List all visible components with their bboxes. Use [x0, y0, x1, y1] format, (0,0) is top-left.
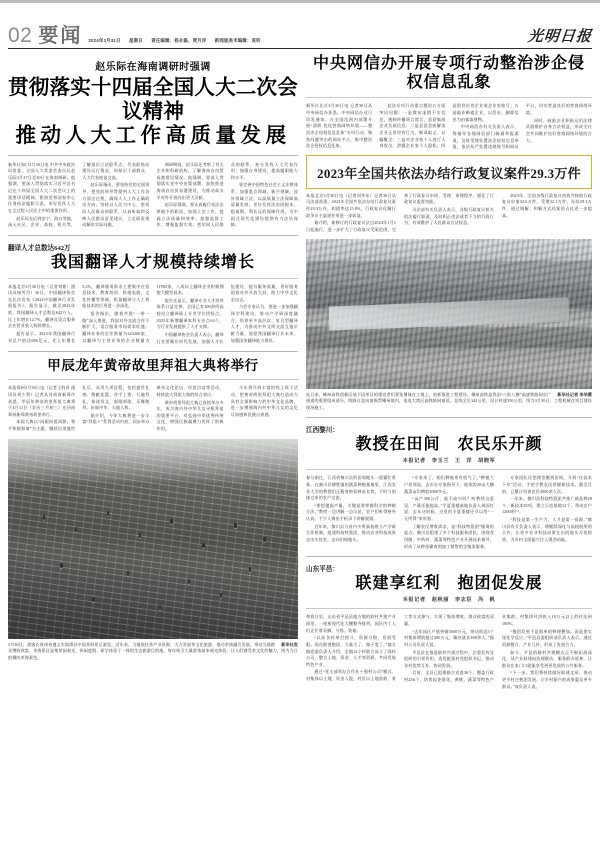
right-column [306, 54, 592, 690]
divider [8, 351, 298, 352]
masthead-meta [88, 38, 267, 47]
page-number: 02 [8, 24, 33, 47]
paragraph: 中央网信办有关负责人表示，将指导各地网信部门畅通举报渠道，及时受理处置涉企侵权信息举报，依法从严处置违规账号和网站平台，切实营造良好的营商网络环境。 [452, 103, 592, 150]
lead-headline-1: 贯彻落实十四届全国人大二次会议精神 [8, 77, 298, 124]
masthead-left [8, 19, 528, 48]
jiangxi-locality: 江西黎川： [306, 427, 339, 435]
tea-photo-caption-text: 3月30日，游客在贵州省遵义市湄潭县中国茶海景区游览。近年来，当地依托茶产业资源，大力发展茶文化旅游，推动茶旅融合发展，带动当地群众增收致富。茶海景区是集茶园观光、休闲度假、研学体验于一体的生态旅游目的地，每年吸引大量游客前来观光体验，让人们感受茶文化的魅力，图为当日拍摄的茶海景色。 [8, 641, 298, 660]
paragraph: 此次专项行动重点整治五方面突出问题：一是散布虚假不实信息，炮制传播谣言谎言，恶意集纳企业负面信息；二是恶意歪曲解读企业正常经营行为，断章取义、以偏概全；三是对企业家个人进行人身攻击，泄露企业家个人隐私；四是假冒仿冒企业或企业家账号；五是敲诈勒索企业，以发布、删除信息为由索取财物。 [379, 103, 519, 149]
divider [306, 556, 592, 557]
railway-construction-photo [306, 239, 592, 389]
paragraph: 今年将开展丰富的线上线下活动，把黄帝故里拜祖大典打造成为具有全球影响力的中华文化品牌，进一步增强海内外中华儿女的文化认同感和民族自豪感。 [230, 385, 298, 417]
paragraph: 中国翻译协会负责人表示，翻译行业要顺应时代发展，加强人才队伍建设，提升服务质量，更好服务国家对外开放大局，助力中华文化走出去。 [156, 283, 298, 344]
shandong-body [306, 614, 592, 690]
dam-photo-block [306, 239, 592, 412]
tea-terrace-photo [8, 439, 298, 639]
paragraph: 了解农民增收需求，是“科技特派团”服务的起点。黎川县组建了多个科技服务团队，围绕食用菌、中药材、蔬菜等特色产业开展技术指导，形成了从种苗繁育到加工销售的全链条服务。 [404, 523, 494, 549]
paragraph: 报告还显示，翻译专业人才培养体系日益完善，全国已有300余所高校设立翻译硕士专业学位授权点。2023年新增翻译本科专业点64个，为行业发展提供了人才支撑。 [156, 297, 224, 330]
paragraph: 平邑县在推进联村共建过程中，注重发挥党组织的引领作用，选优配强村党组织书记，推动各村优势互补、协同发展。 [404, 649, 494, 668]
dam-photo-caption [306, 392, 592, 412]
left-column [8, 54, 298, 690]
lead-kicker: 赵乐际在海南调研时强调 [95, 62, 211, 73]
huangdi-body [8, 385, 298, 432]
section-title: 要闻 [38, 25, 83, 47]
paragraph: “抱团发展不是简单的物理叠加，而是要实现化学反应。”平邑县委组织部负责人表示，通过资源整合、产业互补，形成了发展合力。 [502, 628, 592, 647]
paragraph: 目前，全县已组建联合党委38个，覆盖行政村256个，培育起金银花、黄桃、蔬菜等特色产业集群，村集体经济收入10万元以上的村达到100%。 [404, 614, 592, 683]
paragraph: “要想提高产量，关键是要掌握科学的种植方法。”教授一边讲解一边示范，农户们听得格外认真，不少人掏出手机录下讲解视频。 [306, 502, 396, 522]
lead-body [8, 162, 298, 230]
jiangxi-byline [306, 457, 592, 464]
paragraph: 本届大典以“同根同祖同源，和平和睦和谐”为主题，继续沿用盛世礼乐，采用九项仪程，包括盛世礼炮、敬献花篮、净手上香、行施拜礼、恭读拜文、高唱颂歌、乐舞敬拜、祈福中华、天地人和。 [8, 385, 150, 432]
page-body [8, 49, 592, 690]
paragraph: 2023年，全国各级行政复议机构共接收行政复议申请34.6万件，受理32.1万件，办结29.3万件，通过调解、和解方式结案的占比进一步提高。 [502, 192, 592, 218]
paragraph: 和春日里，山东省平邑县地方镇的联村共建产业园里，一座座现代化大棚整齐排列，园区内工人们正忙着采摘、分拣、装箱。 [306, 614, 396, 633]
paragraph: “专家来了，咱们种地更有底气了。”种植大户老周说，去年在专家指导下，他家的20亩大棚蔬菜亩均增收3000多元。 [404, 475, 494, 494]
jiangxi-body [306, 475, 592, 550]
paragraph: 如今，平邑的联村共建模式正不断拓展深化，从产业联建向治理联动、服务联办延伸，让群众在家门口就能享受到更优质的公共服务。 [502, 649, 592, 668]
paragraph: 据介绍，今年大典将进一步丰富“拜祖＋”系列活动内容，同步举办黄帝文化论坛、经贸洽谈等活动，持续放大拜祖大典的综合效应。 [82, 385, 224, 425]
paragraph: 本报北京3月30日电（记者刘彬）通讯员杨雪丹）30日，中国翻译协会在长沙发布《2024中国翻译行业发展报告》。报告显示，截至2023年底，我国翻译人才总数达642万人，比上年增长12.7%，翻译及语言服务企业营业收入持续增长。 [8, 283, 76, 329]
shandong-story [306, 563, 592, 690]
paragraph: 赵乐际先后到安宁、海口等地，深入社区、企业、高校、机关等，了解基层立法联系点、代表联络站建设运行情况，同基层干部群众、人大代表座谈交流。 [8, 161, 150, 228]
divider [306, 417, 592, 418]
byline-tag: 本报记者 [402, 458, 426, 465]
paragraph: 司法部有关负责人表示，各级行政复议机关依法履行职责，及时纠正违法或者不当的行政行为，有效维护了人民群众合法权益。 [404, 207, 494, 226]
paragraph: 调研期间，赵乐际还考察了有关企业和科研机构，了解海南自由贸易港建设情况。他强调，要深入贯彻落实党中央决策部署，加快推进海南自由贸易港建设，为推动高水平对外开放作出更大贡献。 [156, 161, 224, 200]
paper-logo: 光明日报 [527, 29, 593, 45]
paragraph: 新华社海口3月30日电 中共中央政治局常委、全国人大常委会委员长赵乐际3月27日至30日在海南调研。他强调，要深入贯彻落实习近平总书记在十四届全国人大二次会议上的重要讲话精神，紧扣党和国家中心任务依法履职尽责，更好发挥人大在全过程人民民主中的重要作用。 [8, 161, 76, 213]
paragraph: 本报郑州3月30日电（记者王胜昔 通讯员刘少利）记者从河南省新郑市获悉，甲辰年黄帝故里拜祖大典将于4月11日（农历三月初三）在河南郑州新郑黄帝故里举行。 [8, 385, 76, 417]
shandong-locality: 山东平邑： [306, 566, 339, 574]
paragraph: 一年来，黎川县科技特派团共推广新品种28个、新技术35项，建立示范基地12个，带动农户1200余户。 [502, 496, 592, 515]
dam-photo-credit: 新华社记者 李华摄 [557, 391, 592, 397]
paragraph: 同时，鼓励企业积极运用法律武器维护自身合法权益，形成全社会共同维护良好营商网络环境的合力。 [525, 117, 592, 143]
translation-headline: 我国翻译人才规模持续增长 [50, 254, 255, 272]
paragraph: 本报北京3月30日电（记者刘华东）记者30日从司法部获悉，2023年全国共依法办结行政复议案件29.3万件，纠错率达15.8%，行政复议化解行政争议主渠道作用进一步彰显。 [306, 192, 396, 218]
jiangxi-story [306, 424, 592, 550]
review-story [306, 155, 592, 234]
paragraph: “科技是第一生产力，人才是第一资源。”黎川县有关负责人表示，将继续深化与高校院所的合作，让更多农业科技成果在田间地头开花结果，为乡村全面振兴注入强劲动能。 [502, 517, 592, 542]
paragraph: 与会专家认为，要进一步加强翻译学科建设，推动产学研深度融合，培养更多高层次、复合型翻译人才，为推动中外文明交流互鉴贡献力量，展望我国翻译行业未来，加强国家翻译能力建设。 [230, 304, 298, 343]
huangdi-headline: 甲辰龙年黄帝故里拜祖大典将举行 [47, 358, 259, 374]
review-headline: 2023年全国共依法办结行政复议案件29.3万件 [306, 155, 592, 189]
weekday: 星期日 [129, 38, 143, 43]
paragraph: 据介绍，新修订的行政复议法自2024年1月1日起施行，进一步扩大了行政复议受案范围，完善了行政复议申请、受理、审理程序，强化了行政复议监督功能。 [306, 192, 494, 232]
paragraph: 赵乐际指出，要坚持党的全面领导，把党的领导贯彻到人大工作各方面全过程，确保人大工作正确政治方向。坚持以人民为中心，密切同人民群众的联系，认真听取和反映人民群众意见建议，立足职责推动解决实际问题。 [82, 182, 150, 228]
paragraph: 报告指出，随着共建“一带一路”深入推进，我国对外交流合作不断扩大，语言服务市场需求旺盛。翻译业务的企业数量为423260家，以翻译为主营业务的企业数量为11902家，八成以上翻译企业积极拥抱大模型技术。 [82, 283, 224, 343]
tea-photo-caption [8, 642, 298, 662]
jiangxi-headline: 教授在田间 农民乐开颜 [355, 436, 543, 454]
paragraph: 黄帝故里拜祖大典已连续举办多年，成为海内外中华儿女寻根拜祖的重要平台，对弘扬中华优秀传统文化、增强民族凝聚力发挥了积极作用。 [156, 399, 224, 432]
translation-body [8, 284, 298, 346]
responsible-editors: 责任编辑：杨永磊、贾月洋 [151, 38, 207, 43]
translation-story [8, 242, 298, 345]
tea-photo-credit: 新华社发 [281, 641, 298, 647]
byline-names: 李玉兰 王 洋 胡晓军 [431, 458, 496, 465]
paragraph: “去年园区产值突破3000万元，带动周边5个村集体增收超过200万元，解决就业400余人。”强村公司负责人说。 [404, 628, 494, 647]
divider [8, 235, 298, 236]
review-body [306, 193, 592, 234]
publication-date: 2024年3月31日 [88, 38, 121, 43]
huangdi-story [8, 358, 298, 433]
paragraph: “亩产300公斤，能不高兴吗？听教授这意见，产量还能提高。”半夏重楼基地负责人周国红说，去年这时候，这里的半夏重楼还可以用“一无所得”来形容。 [404, 496, 494, 522]
paragraph: 专家团队还把课堂搬到田间，开展“送技术下乡”活动，手把手教农民掌握新技术。截至目前，已累计培训农民3000余人次。 [502, 475, 592, 494]
shandong-byline [306, 596, 592, 603]
lead-headline-2: 推动人大工作高质量发展 [15, 125, 291, 148]
paragraph: 新华社北京3月30日电 记者30日从中央网信办获悉，中央网信办近日印发通知，在全国范围内部署开展“清朗·优化营商网络环境——整治涉企侵权信息乱象”专项行动，聚焦问题突出的网站平台，集中整治涉企侵权信息乱象。 [306, 103, 373, 149]
cyber-story [306, 54, 592, 151]
paragraph: 报告显示，2023年我国翻译行业总产值达686亿元，比上年增长5.2%。翻译服务需求主要集中在信息技术、教育培训、跨境电商、文化传播等领域，机器翻译与人工智能技术的应用进一步深化。 [8, 283, 150, 343]
paragraph: “下一步，我们将持续做好联建文章，推动更多村庄抱团发展，让乡村振兴的成果惠及更多群众。”该负责人说。 [502, 670, 592, 689]
tea-photo-block [8, 439, 298, 662]
photo-figures [8, 439, 298, 639]
paragraph: 要完善中国特色社会主义法律体系，加强重点领域、新兴领域、涉外领域立法，以高质量立法保障高质量发展。更好发挥法治固根本、稳预期、利长远的保障作用，为中国式现代化建设提供有力法治保障。 [230, 182, 298, 228]
cyber-body [306, 103, 592, 150]
lead-story [8, 58, 298, 229]
byline-names: 赵秋丽 李志臣 冯 帆 [431, 597, 496, 604]
paragraph: 赵乐际强调，要认真履行宪法法律赋予的职责，加强立法工作，提高立法质量和效率；加强监督工作，增强监督实效；密切同人民群众的联系，充分发挥人大代表作用；加强自身建设，提高履职能力和水平。 [156, 161, 298, 228]
byline-tag: 本报记者 [402, 597, 426, 604]
paragraph: 春分刚过，江西省黎川县的田间地头一派繁忙景象。在黎川县德胜镇的蔬菜种植基地里，江西农业大学的教授们正俯身察看秧苗长势，不时与围拢过来的农户交流。 [306, 475, 396, 501]
paragraph: 通过“党支部领办合作社＋强村公司”模式，村集体以土地、资金入股，村民以土地流转、务工等方式参与，实现了集体增收、群众致富的双赢。 [306, 614, 494, 682]
paragraph: 近年来，黎川县与省内多所高校建立产学研合作机制，组建科技特派团，推动农业科技成果走出实验室、走向田间地头。 [306, 523, 396, 542]
dam-photo-caption-text: 连日来，郴州高铁西新区地下段项目的建设者们紧张暑战在工地上，抢抓推进工程建设。郴州高铁是我国“八纵八横”高速铁路网京广通道的重要组成部分，线路自北向南纵贯郴州境内，南连大湾区高铁联网南延，北线全长342公里，设计时速350公里。图为3月30日，工程机械在项目建设现场施工。 [306, 391, 592, 410]
cyber-headline: 中央网信办开展专项行动整治涉企侵权信息乱象 [312, 55, 585, 92]
art-editor: 新闻版美术编辑：袁昕 [214, 38, 261, 43]
shandong-headline: 联建享红利 抱团促发展 [355, 575, 543, 593]
translation-kicker: 翻译人才总数达642万 [8, 245, 71, 253]
masthead [8, 3, 592, 49]
paragraph: “以前各村单打独斗，资源分散，发展受限。现在联建抱团，力量大了，路子宽了。”地方镇党委负责人介绍，全镇12个村联合成立了强村公司，整合土地、资金、人才等资源，共同发展特色产业。 [306, 635, 396, 667]
